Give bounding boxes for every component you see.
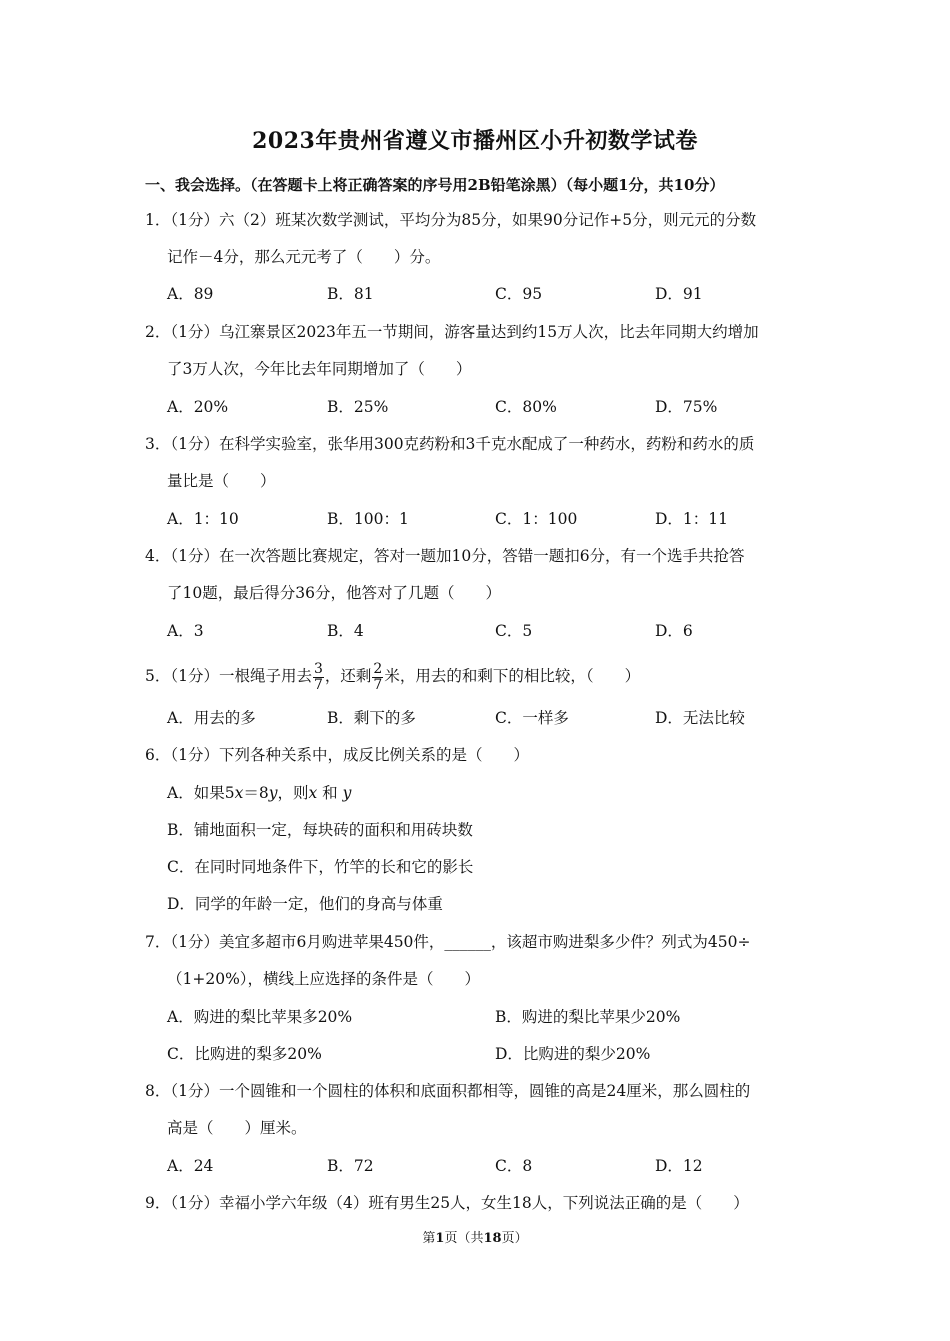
option-a-then: ，则 — [277, 784, 309, 802]
footer-prefix: 第 — [422, 1231, 436, 1246]
option-a-and: 和 — [322, 784, 338, 802]
variable-y: y — [268, 784, 278, 802]
question-2-option-d: D．75% — [655, 398, 718, 416]
section-heading: 一、我会选择。（在答题卡上将正确答案的序号用2B铅笔涂黑）（每小题1分，共10分） — [145, 176, 725, 194]
variable-x: x — [234, 784, 244, 802]
question-4-option-d: D．6 — [655, 622, 693, 640]
question-5-option-b: B．剩下的多 — [327, 709, 416, 727]
question-8-line-1: 8．（1分）一个圆锥和一个圆柱的体积和底面积都相等，圆锥的高是24厘米，那么圆柱的 — [145, 1082, 751, 1100]
question-7-line-1: 7．（1分）美宜多超市6月购进苹果450件，______，该超市购进梨多少件？列式为450÷ — [145, 933, 751, 951]
question-1-option-d: D．91 — [655, 285, 703, 303]
question-2-line-1: 2．（1分）乌江寨景区2023年五一节期间，游客量达到约15万人次，比去年同期大约增加 — [145, 323, 759, 341]
fraction-three-sevenths — [313, 662, 324, 693]
question-1-option-c: C．95 — [495, 285, 543, 303]
page-title: 2023年贵州省遵义市播州区小升初数学试卷 — [252, 128, 698, 154]
question-7-line-2: （1+20%），横线上应选择的条件是（ ） — [167, 970, 481, 988]
question-4-option-a: A．3 — [167, 622, 204, 640]
question-3-option-d: D．1：11 — [655, 510, 729, 528]
question-3-line-1: 3．（1分）在科学实验室，张华用300克药粉和3千克水配成了一种药水，药粉和药水的质 — [145, 435, 755, 453]
question-1-line-2: 记作－4分，那么元元考了（ ）分。 — [167, 248, 441, 266]
question-6-option-c: C．在同时同地条件下，竹竿的长和它的影长 — [167, 858, 474, 876]
question-8-line-2: 高是（ ）厘米。 — [167, 1119, 307, 1137]
question-7-option-d: D．比购进的梨少20% — [495, 1045, 651, 1063]
question-1-option-a: A．89 — [167, 285, 214, 303]
question-3-option-b: B．100：1 — [327, 510, 409, 528]
footer-total-pages: 18 — [483, 1231, 502, 1246]
question-8-option-b: B．72 — [327, 1157, 374, 1175]
footer-page-number: 1 — [435, 1231, 445, 1246]
question-5-line-1 — [145, 659, 640, 693]
question-5-text-part-1: 5．（1分）一根绳子用去 — [145, 667, 312, 685]
question-7-option-b: B．购进的梨比苹果少20% — [495, 1008, 681, 1026]
question-8-option-d: D．12 — [655, 1157, 703, 1175]
fraction-2-denominator: 7 — [373, 676, 383, 693]
question-1-line-1: 1．（1分）六（2）班某次数学测试，平均分为85分，如果90分记作+5分，则元元的分数 — [145, 211, 757, 229]
fraction-1-denominator: 7 — [313, 676, 323, 693]
question-6-option-b: B．铺地面积一定，每块砖的面积和用砖块数 — [167, 821, 473, 839]
question-2-option-c: C．80% — [495, 398, 557, 416]
question-5-option-c: C．一样多 — [495, 709, 569, 727]
fraction-two-sevenths — [372, 662, 383, 693]
fraction-2-numerator: 2 — [373, 660, 383, 677]
question-6-line-1: 6．（1分）下列各种关系中，成反比例关系的是（ ） — [145, 746, 529, 764]
footer-suffix: 页） — [501, 1231, 528, 1246]
fraction-1-numerator: 3 — [313, 660, 323, 677]
question-4-line-1: 4．（1分）在一次答题比赛规定，答对一题加10分，答错一题扣6分，有一个选手共抢答 — [145, 547, 745, 565]
question-3-line-2: 量比是（ ） — [167, 472, 276, 490]
question-7-option-c: C．比购进的梨多20% — [167, 1045, 322, 1063]
question-9-line-1: 9．（1分）幸福小学六年级（4）班有男生25人，女生18人，下列说法正确的是（ ） — [145, 1194, 749, 1212]
question-8-option-a: A．24 — [167, 1157, 214, 1175]
variable-y-2: y — [342, 784, 352, 802]
question-6-option-a — [167, 782, 351, 804]
question-7-option-a: A．购进的梨比苹果多20% — [167, 1008, 353, 1026]
footer-middle: 页（共 — [444, 1231, 484, 1246]
question-6-option-d: D．同学的年龄一定，他们的身高与体重 — [167, 895, 443, 913]
page-footer — [0, 1227, 950, 1246]
question-5-text-part-2: ，还剩 — [324, 667, 372, 685]
option-a-prefix: A．如果5 — [167, 784, 235, 802]
question-8-option-c: C．8 — [495, 1157, 533, 1175]
question-2-option-b: B．25% — [327, 398, 389, 416]
option-a-equals: ＝8 — [243, 784, 269, 802]
question-4-option-c: C．5 — [495, 622, 533, 640]
variable-x-2: x — [308, 784, 318, 802]
question-2-option-a: A．20% — [167, 398, 229, 416]
question-5-text-part-3: 米，用去的和剩下的相比较，（ ） — [384, 667, 641, 685]
question-3-option-c: C．1：100 — [495, 510, 578, 528]
question-4-line-2: 了10题，最后得分36分，他答对了几题（ ） — [167, 584, 501, 602]
question-2-line-2: 了3万人次，今年比去年同期增加了（ ） — [167, 360, 472, 378]
question-3-option-a: A．1：10 — [167, 510, 239, 528]
question-4-option-b: B．4 — [327, 622, 364, 640]
question-5-option-a: A．用去的多 — [167, 709, 256, 727]
question-5-option-d: D．无法比较 — [655, 709, 745, 727]
question-1-option-b: B．81 — [327, 285, 374, 303]
